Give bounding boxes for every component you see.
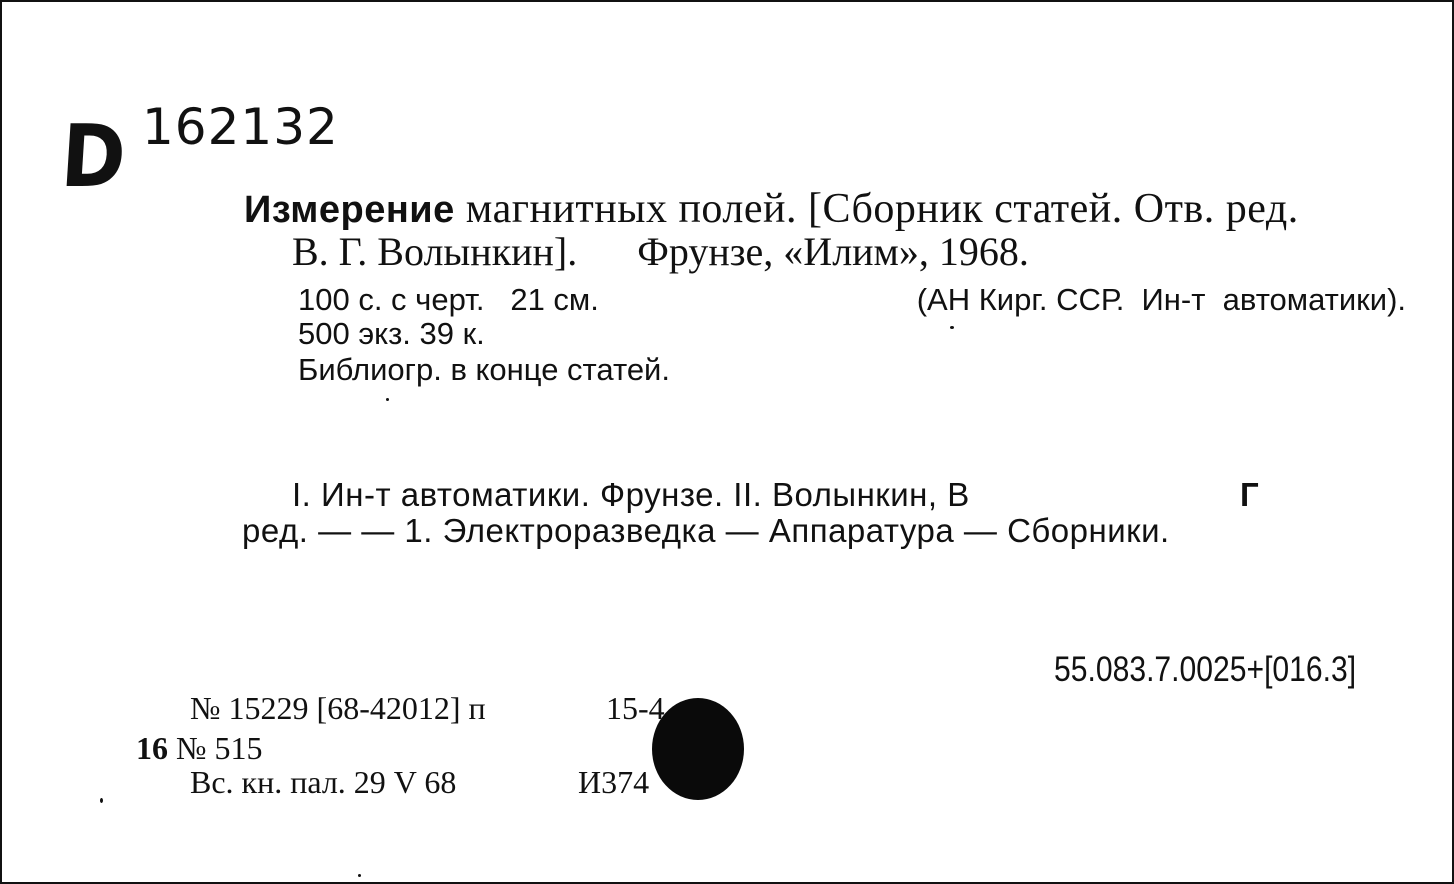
editor-name: В. Г. Волынкин]. (292, 229, 578, 274)
index-code: И374 (578, 764, 650, 800)
ink-speck (950, 326, 954, 329)
ink-speck (358, 874, 361, 877)
card-number-line (136, 732, 263, 764)
accession-number: 162132 (142, 98, 339, 156)
chamber-registration: Вс. кн. пал. 29 V 68 (190, 764, 457, 800)
card-number: № 515 (168, 730, 263, 766)
punch-hole (652, 698, 744, 800)
tracings-line-1: I. Ин-т автоматики. Фрунзе. II. Волынкин, В (292, 476, 970, 513)
series-note: (АН Кирг. ССР. Ин-т автоматики). (916, 282, 1406, 317)
ink-speck (100, 798, 103, 803)
editor-line (292, 229, 1029, 274)
print-run-price: 500 экз. 39 к. (298, 316, 485, 351)
card-series: 16 (136, 730, 168, 766)
order-number: № 15229 [68-42012] п (190, 690, 486, 726)
imprint: Фрунзе, «Илим», 1968. (637, 229, 1029, 274)
ink-speck (386, 398, 389, 401)
order-code: 15-4 (606, 690, 665, 726)
title-bold: Измерение (244, 189, 455, 231)
tracings-line-2: ред. — — 1. Электроразведка — Аппаратура — Сборники. (242, 512, 1170, 549)
title-rest: магнитных полей. [Сборник статей. Отв. ред. (454, 186, 1299, 232)
collation: 100 с. с черт. 21 см. (298, 282, 599, 317)
bibliography-note: Библиогр. в конце статей. (298, 352, 670, 387)
library-stamp-letter: D (58, 107, 129, 207)
tracings-line-1-end: Г (1240, 476, 1260, 513)
classification-code: 55.083.7.0025+[016.3] (1054, 650, 1357, 689)
title-line (244, 188, 1299, 230)
